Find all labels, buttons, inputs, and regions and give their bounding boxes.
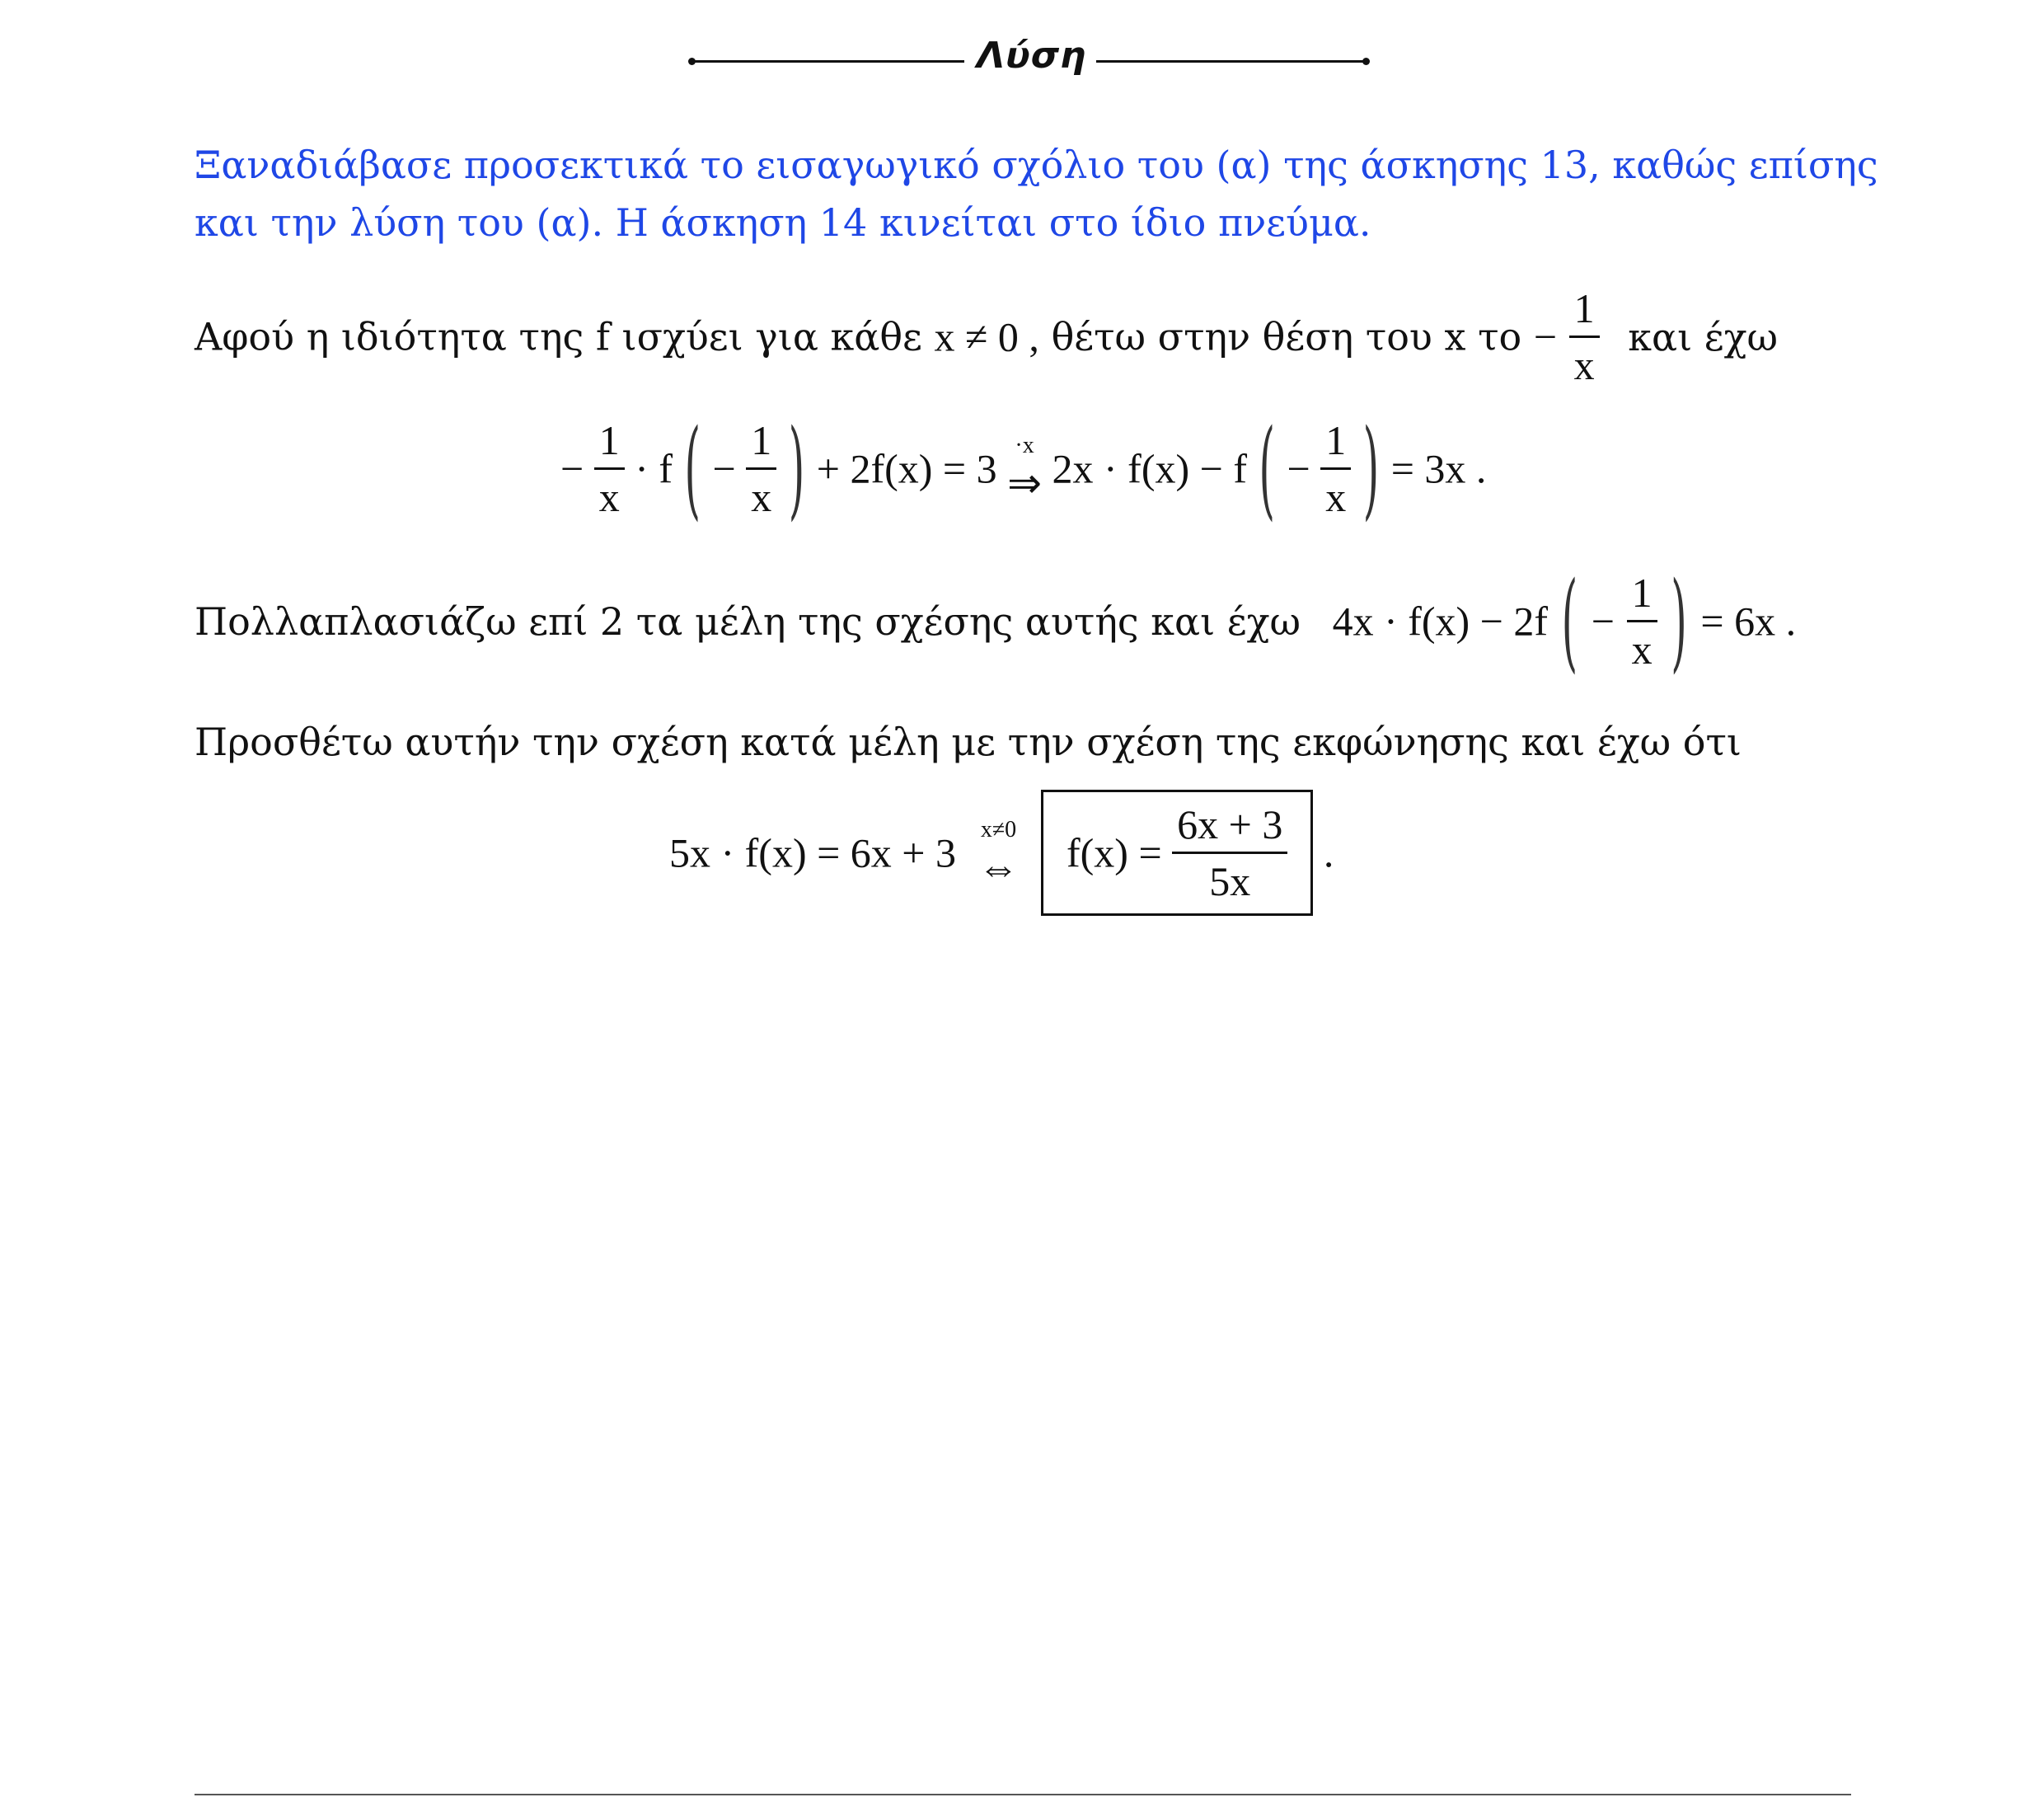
fraction-numerator: 1 xyxy=(1631,570,1653,616)
fraction-numerator: 1 xyxy=(598,417,620,463)
step3-sentence: Προσθέτω αυτήν την σχέση κατά μέλη με την σχέση της εκφώνησης και έχω ότι xyxy=(195,720,1742,764)
step1-text-after: και έχω xyxy=(1628,314,1778,359)
eq1-minus-2: − xyxy=(712,445,736,492)
eq2-end: . xyxy=(1323,829,1334,876)
eq1-fraction-1 xyxy=(594,416,625,521)
equivalence-arrow-icon: ⇔ xyxy=(977,843,1020,890)
eq1-fraction-3 xyxy=(1320,416,1351,521)
fraction-numerator: 1 xyxy=(1573,285,1595,331)
fraction-numerator: 1 xyxy=(751,417,772,463)
fraction-denominator: 5x xyxy=(1209,858,1251,904)
fraction-denominator: x xyxy=(1631,626,1653,673)
fraction-numerator: 6x + 3 xyxy=(1177,801,1283,847)
final-answer-box xyxy=(1041,790,1313,916)
eq1-fraction-2 xyxy=(746,416,776,521)
implies-arrow-icon: ⇒ xyxy=(1007,459,1043,506)
fraction-denominator: x xyxy=(598,474,620,520)
section-title: Λύση xyxy=(977,35,1087,77)
eq1-minus-3: − xyxy=(1287,445,1310,492)
right-paren: ) xyxy=(1362,406,1380,531)
step2-sentence xyxy=(195,559,1797,683)
eq1-part-1: + 2f(x) = 3 xyxy=(816,445,997,492)
eq2-equivalence xyxy=(977,816,1020,890)
header-right-rule xyxy=(1096,60,1367,63)
eq2-over-label: x≠0 xyxy=(980,816,1017,842)
right-paren: ) xyxy=(1671,559,1687,683)
eq1-minus-1: − xyxy=(560,445,584,492)
equation-2 xyxy=(669,790,1334,916)
step1-sentence xyxy=(195,284,1778,389)
step2-eq-right: = 6x . xyxy=(1700,598,1797,645)
left-paren: ( xyxy=(684,406,701,531)
boxed-fraction xyxy=(1172,800,1287,905)
right-paren: ) xyxy=(788,406,805,531)
eq1-over-label: ·x xyxy=(1015,432,1034,458)
step1-text-before: Αφού η ιδιότητα της f ισχύει για κάθε xyxy=(195,314,922,359)
header-right-dot xyxy=(1362,58,1370,65)
fraction-bar xyxy=(746,467,776,470)
fraction-denominator: x xyxy=(1573,342,1595,388)
equation-1 xyxy=(560,406,1487,531)
left-paren: ( xyxy=(1561,559,1578,683)
eq1-part-3: = 3x . xyxy=(1390,445,1487,492)
fraction-denominator: x xyxy=(751,474,772,520)
hint-line-1: Ξαναδιάβασε προσεκτικά το εισαγωγικό σχόλιο του (α) της άσκησης 13, καθώς επίσης xyxy=(195,143,1878,187)
step1-minus: − xyxy=(1533,313,1558,360)
boxed-left: f(x) = xyxy=(1067,829,1162,876)
eq1-part-2: 2x · f(x) − f xyxy=(1052,445,1247,492)
fraction-numerator: 1 xyxy=(1325,417,1347,463)
left-paren: ( xyxy=(1259,406,1275,531)
hint-line-2: και την λύση του (α). Η άσκηση 14 κινείται στο ίδιο πνεύμα. xyxy=(195,200,1371,245)
hint-paragraph xyxy=(195,136,1878,251)
fraction-denominator: x xyxy=(1325,474,1347,520)
fraction-bar xyxy=(1320,467,1351,470)
step1-text-middle: θέτω στην θέση του x το xyxy=(1051,314,1522,359)
header-left-rule xyxy=(692,60,964,63)
fraction-bar xyxy=(594,467,625,470)
step2-minus: − xyxy=(1591,598,1615,645)
eq2-left: 5x · f(x) = 6x + 3 xyxy=(669,829,956,876)
fraction-bar xyxy=(1172,852,1287,854)
footer-rule xyxy=(195,1794,1851,1795)
eq1-dot-f: · f xyxy=(635,445,673,492)
step2-eq-left: 4x · f(x) − 2f xyxy=(1332,598,1549,645)
eq1-implies xyxy=(1007,434,1042,504)
step1-fraction xyxy=(1569,284,1600,389)
fraction-bar xyxy=(1627,620,1657,622)
step1-condition: x ≠ 0 , xyxy=(934,313,1039,360)
fraction-bar xyxy=(1569,336,1600,338)
step2-fraction xyxy=(1627,569,1657,673)
step2-text: Πολλαπλασιάζω επί 2 τα μέλη της σχέσης αυτής και έχω xyxy=(195,598,1301,644)
